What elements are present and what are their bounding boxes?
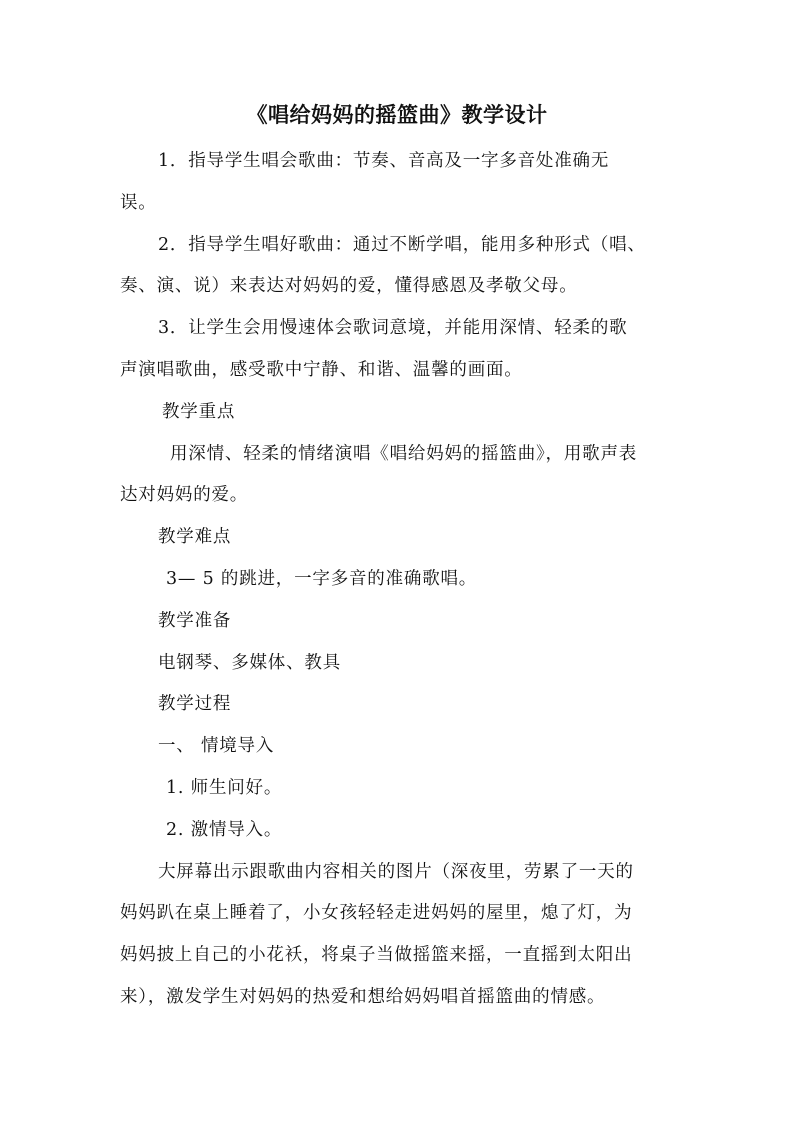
objective-2-line-1: 2．指导学生唱好歌曲：通过不断学唱，能用多种形式（唱、: [158, 235, 646, 255]
paragraph-line-4: 来），激发学生对妈妈的热爱和想给妈妈唱首摇篮曲的情感。: [120, 987, 606, 1007]
step-1-line: 1. 师生问好。: [166, 778, 283, 798]
paragraph-line-3: 妈妈披上自己的小花袄，将桌子当做摇篮来摇，一直摇到太阳出: [120, 945, 633, 965]
document-title: 《唱给妈妈的摇篮曲》教学设计: [246, 102, 548, 127]
step-2-line: 2. 激情导入。: [166, 820, 283, 840]
objective-2-line-2: 奏、演、说）来表达对妈妈的爱，懂得感恩及孝敬父母。: [120, 276, 578, 296]
objective-3-line-2: 声演唱歌曲，感受歌中宁静、和谐、温馨的画面。: [120, 360, 523, 380]
heading-key-points: 教学重点: [162, 402, 236, 422]
objective-1-line-1: 1．指导学生唱会歌曲：节奏、音高及一字多音处准确无: [158, 151, 610, 171]
heading-preparation: 教学准备: [158, 611, 232, 631]
preparation-line: 电钢琴、多媒体、教具: [158, 653, 341, 673]
key-points-line-2: 达对妈妈的爱。: [120, 485, 249, 505]
difficulties-line: 3— 5 的跳进，一字多音的准确歌唱。: [166, 569, 478, 589]
heading-process: 教学过程: [158, 694, 232, 714]
objective-1-line-2: 误。: [120, 193, 157, 213]
objective-3-line-1: 3．让学生会用慢速体会歌词意境，并能用深情、轻柔的歌: [158, 318, 628, 338]
key-points-line-1: 用深情、轻柔的情绪演唱《唱给妈妈的摇篮曲》，用歌声表: [170, 444, 638, 464]
paragraph-line-1: 大屏幕出示跟歌曲内容相关的图片（深夜里，劳累了一天的: [158, 862, 634, 882]
paragraph-line-2: 妈妈趴在桌上睡着了，小女孩轻轻走进妈妈的屋里，熄了灯，为: [120, 903, 633, 923]
heading-difficulties: 教学难点: [158, 527, 232, 547]
section-1-heading: 一、 情境导入: [158, 736, 275, 756]
